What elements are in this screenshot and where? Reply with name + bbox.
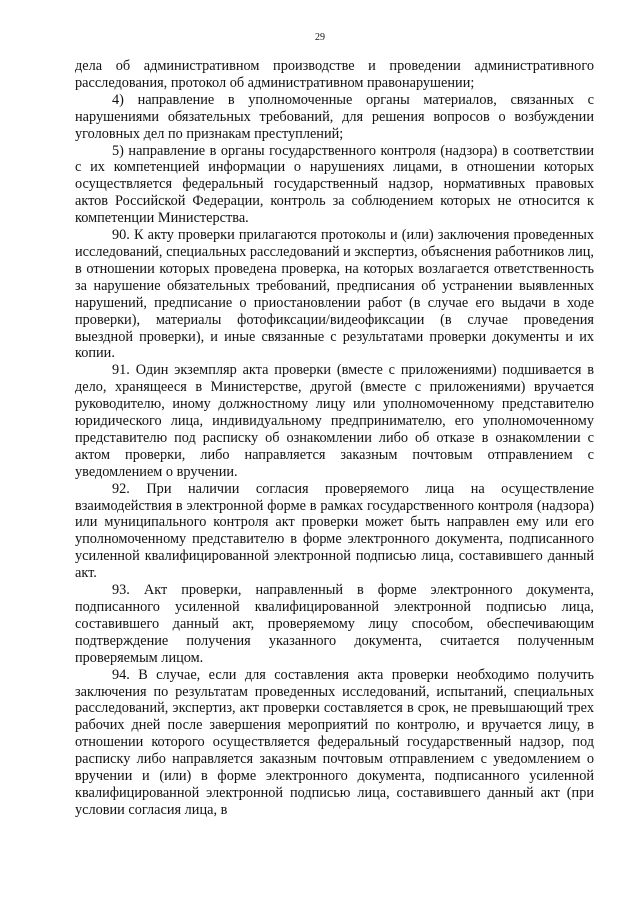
document-body — [75, 58, 594, 819]
paragraph-continuation: дела об административном производстве и проведении административного расследования, протокол об административном правонарушении; — [75, 58, 594, 91]
paragraph-92: 92. При наличии согласия проверяемого лица на осуществление взаимодействия в электронной форме в рамках государственного контроля (надзора) или муниципального контроля акт проверки может быть направлен ему или его уполномоченному представителю в форме электронного документа, подписанного усиленной квалифицированной электронной подписью лица, составившего данный акт. — [75, 480, 594, 582]
paragraph-94: 94. В случае, если для составления акта проверки необходимо получить заключения по результатам проведенных исследований, испытаний, специальных расследований, экспертиз, акт проверки составляется в срок, не превышающий трех рабочих дней после завершения мероприятий по контролю, и вручается лицу, в отношении которого осуществляется федеральный государственный надзор, под расписку либо направляется заказным почтовым отправлением с уведомлением о вручении и (или) в форме электронного документа, подписанного усиленной квалифицированной электронной подписью лица, составившего данный акт (при условии согласия лица, в — [75, 666, 594, 818]
paragraph-item-5: 5) направление в органы государственного контроля (надзора) в соответствии с их компетенцией информации о нарушениях лицами, в отношении которых осуществляется федеральный государственный надзор, нормативных правовых актов Российской Федерации, контроль за соблюдением которых не относится к компетенции Министерства. — [75, 142, 594, 227]
paragraph-91: 91. Один экземпляр акта проверки (вместе с приложениями) подшивается в дело, хранящееся в Министерстве, другой (вместе с приложениями) вручается руководителю, иному должностному лицу или уполномоченному представителю юридического лица, индивидуальному предпринимателю, его уполномоченному представителю под расписку об ознакомлении либо об отказе в ознакомлении с актом проверки, либо направляется заказным почтовым отправлением с уведомлением о вручении. — [75, 362, 594, 480]
paragraph-93: 93. Акт проверки, направленный в форме электронного документа, подписанного усиленной квалифицированной электронной подписью лица, составившего данный акт, проверяемому лицу способом, обеспечивающим подтверждение получения указанного документа, считается полученным проверяемым лицом. — [75, 582, 594, 666]
paragraph-90: 90. К акту проверки прилагаются протоколы и (или) заключения проведенных исследований, специальных расследований и экспертиз, объяснения работников лиц, в отношении которых проведена проверка, на которых возлагается ответственность за нарушение обязательных требований, предписания об устранении выявленных нарушений, предписание о приостановлении работ (в случае его выдачи в ходе проверки), материалы фотофиксации/видеофиксации (в случае проведения выездной проверки), и иные связанные с результатами проверки документы и их копии. — [75, 227, 594, 362]
page-number: 29 — [315, 32, 325, 43]
paragraph-item-4: 4) направление в уполномоченные органы материалов, связанных с нарушениями обязательных требований, для решения вопросов о возбуждении уголовных дел по признакам преступлений; — [75, 91, 594, 142]
